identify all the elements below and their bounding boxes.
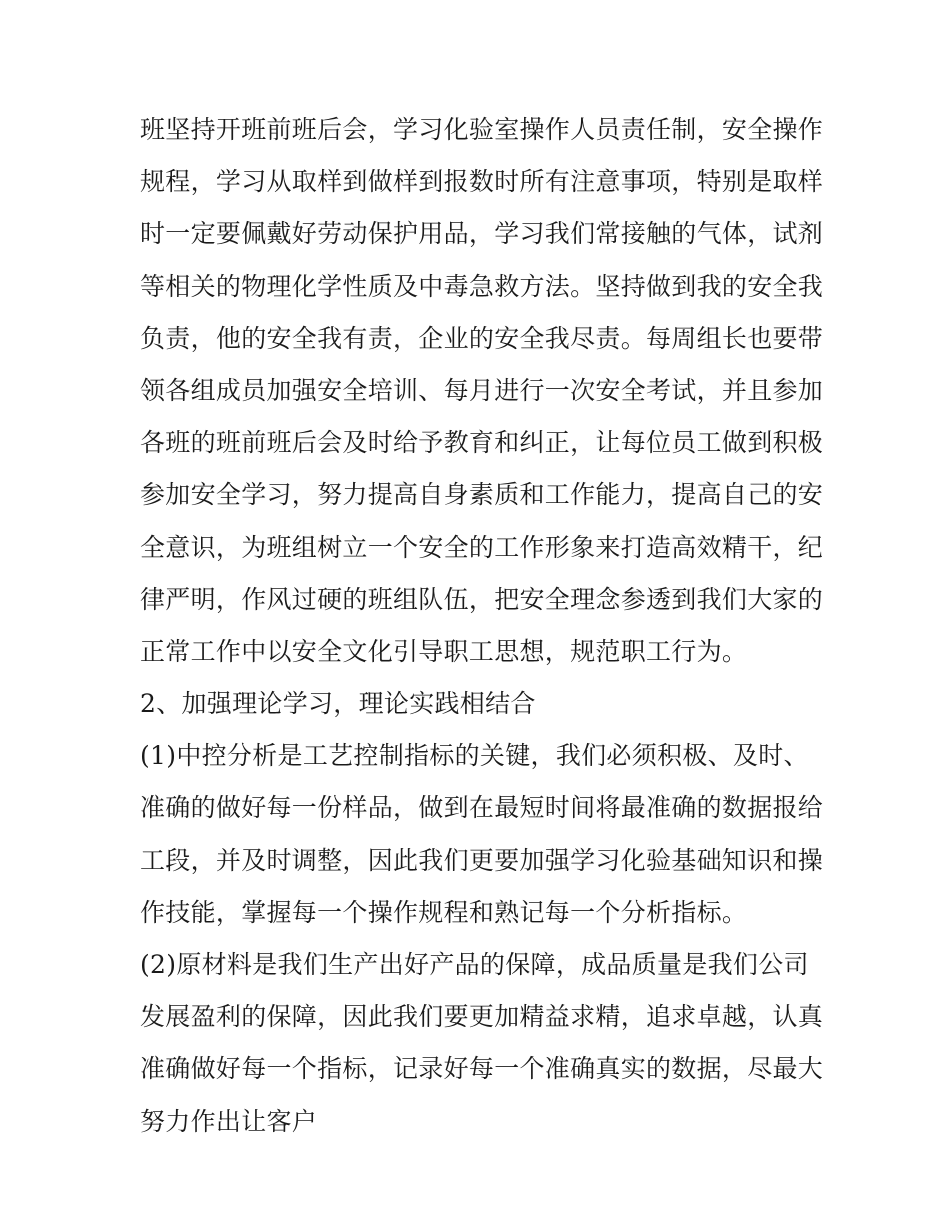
text-line: 参加安全学习，努力提高自身素质和工作能力，提高自己的安 [140, 480, 824, 510]
text-line: 全意识，为班组树立一个安全的工作形象来打造高效精干，纪 [140, 532, 824, 562]
text-line: (2)原材料是我们生产出好产品的保障，成品质量是我们公司 [140, 950, 809, 979]
text-line: 班坚持开班前班后会，学习化验室操作人员责任制，安全操作 [140, 115, 824, 144]
section-heading: 2、加强理论学习，理论实践相结合 [140, 689, 536, 719]
text-line: 规程，学习从取样到做样到报数时所有注意事项，特别是取样 [140, 167, 824, 197]
text-line: 正常工作中以安全文化引导职工思想，规范职工行为。 [140, 636, 748, 666]
text-line: 时一定要佩戴好劳动保护用品，学习我们常接触的气体，试剂 [140, 219, 824, 249]
document-body [140, 104, 824, 1148]
text-line: 作技能，掌握每一个操作规程和熟记每一个分析指标。 [140, 897, 748, 927]
text-line: 负责，他的安全我有责，企业的安全我尽责。每周组长也要带 [140, 323, 824, 353]
text-line: 律严明，作风过硬的班组队伍，把安全理念参透到我们大家的 [140, 584, 824, 614]
text-line: 领各组成员加强安全培训、每月进行一次安全考试，并且参加 [140, 375, 824, 405]
text-line: 准确做好每一个指标，记录好每一个准确真实的数据，尽最大 [140, 1054, 824, 1084]
text-line: 努力作出让客户 [140, 1106, 318, 1136]
text-line: 工段，并及时调整，因此我们更要加强学习化验基础知识和操 [140, 845, 824, 875]
text-line: 等相关的物理化学性质及中毒急救方法。坚持做到我的安全我 [140, 271, 824, 301]
text-line: 各班的班前班后会及时给予教育和纠正，让每位员工做到积极 [140, 428, 824, 458]
text-line: 发展盈利的保障，因此我们要更加精益求精，追求卓越，认真 [140, 1002, 824, 1032]
text-line: (1)中控分析是工艺控制指标的关键，我们必须积极、及时、 [140, 741, 809, 771]
text-line: 准确的做好每一份样品，做到在最短时间将最准确的数据报给 [140, 793, 824, 823]
